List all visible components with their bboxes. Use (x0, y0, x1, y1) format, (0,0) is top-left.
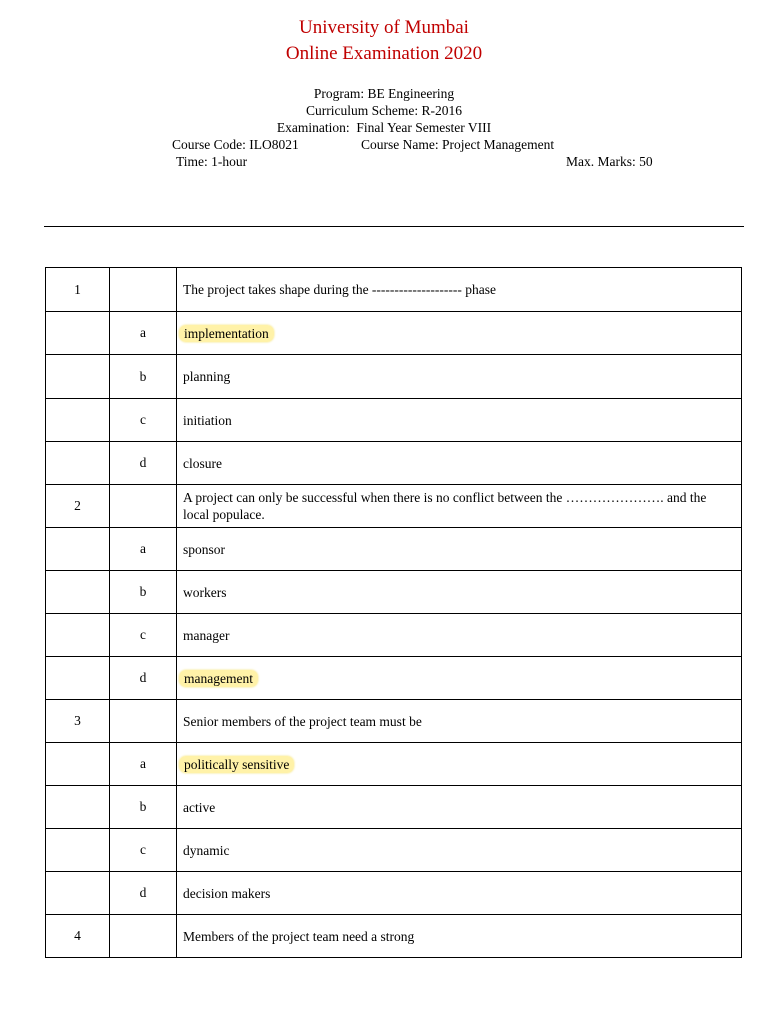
option-row (46, 614, 742, 657)
option-number-blank (46, 355, 110, 399)
option-letter: d (110, 657, 177, 700)
option-number-blank (46, 399, 110, 442)
question-row (46, 268, 742, 312)
option-text: dynamic (183, 842, 230, 858)
option-letter: a (110, 528, 177, 571)
option-cell (177, 571, 742, 614)
examination-line: Examination: Final Year Semester VIII (276, 120, 492, 135)
question-text: A project can only be successful when there is no conflict between the …………………. and the local populace. (177, 485, 742, 528)
question-row (46, 915, 742, 958)
option-row (46, 657, 742, 700)
question-text: The project takes shape during the -------------------- phase (177, 268, 742, 312)
option-cell (177, 399, 742, 442)
option-row (46, 312, 742, 355)
question-text: Members of the project team need a strong (177, 915, 742, 958)
highlighted-answer: management (179, 670, 258, 687)
course-name: Course Name: Project Management (361, 137, 555, 152)
highlighted-answer: implementation (179, 325, 274, 342)
option-cell (177, 743, 742, 786)
question-row (46, 485, 742, 528)
option-cell (177, 614, 742, 657)
question-option-blank (110, 268, 177, 312)
option-text: sponsor (183, 541, 226, 557)
option-text: planning (183, 369, 231, 384)
option-cell (177, 657, 742, 700)
option-letter: b (110, 571, 177, 614)
option-text: workers (183, 584, 227, 600)
question-number: 3 (46, 700, 110, 743)
option-number-blank (46, 312, 110, 355)
time-limit: Time: 1-hour (176, 154, 248, 169)
question-text: Senior members of the project team must be (177, 700, 742, 743)
option-text: manager (183, 627, 230, 643)
question-option-blank (110, 485, 177, 528)
option-text: closure (183, 455, 222, 471)
option-cell (177, 528, 742, 571)
option-row (46, 399, 742, 442)
option-row (46, 743, 742, 786)
option-row (46, 786, 742, 829)
option-text: decision makers (183, 885, 271, 901)
option-letter: a (110, 743, 177, 786)
option-row (46, 872, 742, 915)
question-row (46, 700, 742, 743)
option-letter: d (110, 872, 177, 915)
curriculum-line: Curriculum Scheme: R-2016 (306, 103, 462, 118)
option-number-blank (46, 872, 110, 915)
question-option-blank (110, 700, 177, 743)
course-code: Course Code: ILO8021 (172, 137, 299, 152)
option-letter: a (110, 312, 177, 355)
option-number-blank (46, 571, 110, 614)
option-row (46, 528, 742, 571)
header-divider (44, 226, 744, 227)
option-cell (177, 442, 742, 485)
option-cell (177, 312, 742, 355)
option-letter: b (110, 786, 177, 829)
option-letter: c (110, 829, 177, 872)
option-number-blank (46, 829, 110, 872)
option-text: active (183, 799, 216, 815)
question-number: 2 (46, 485, 110, 528)
option-letter: c (110, 399, 177, 442)
option-row (46, 442, 742, 485)
option-letter: d (110, 442, 177, 485)
max-marks: Max. Marks: 50 (566, 154, 653, 169)
question-option-blank (110, 915, 177, 958)
option-letter: c (110, 614, 177, 657)
option-number-blank (46, 657, 110, 700)
option-text: initiation (183, 412, 232, 428)
option-row (46, 829, 742, 872)
option-number-blank (46, 528, 110, 571)
option-cell (177, 355, 742, 399)
option-number-blank (46, 442, 110, 485)
program-line: Program: BE Engineering (313, 86, 455, 101)
option-cell (177, 872, 742, 915)
option-number-blank (46, 743, 110, 786)
option-cell (177, 829, 742, 872)
exam-title: Online Examination 2020 (285, 43, 483, 64)
university-title: University of Mumbai (299, 17, 469, 38)
option-letter: b (110, 355, 177, 399)
option-number-blank (46, 786, 110, 829)
questions-body (46, 268, 742, 958)
question-number: 1 (46, 268, 110, 312)
questions-table (45, 267, 742, 958)
question-number: 4 (46, 915, 110, 958)
option-number-blank (46, 614, 110, 657)
option-row (46, 571, 742, 614)
option-cell (177, 786, 742, 829)
option-row (46, 355, 742, 399)
highlighted-answer: politically sensitive (179, 756, 294, 773)
